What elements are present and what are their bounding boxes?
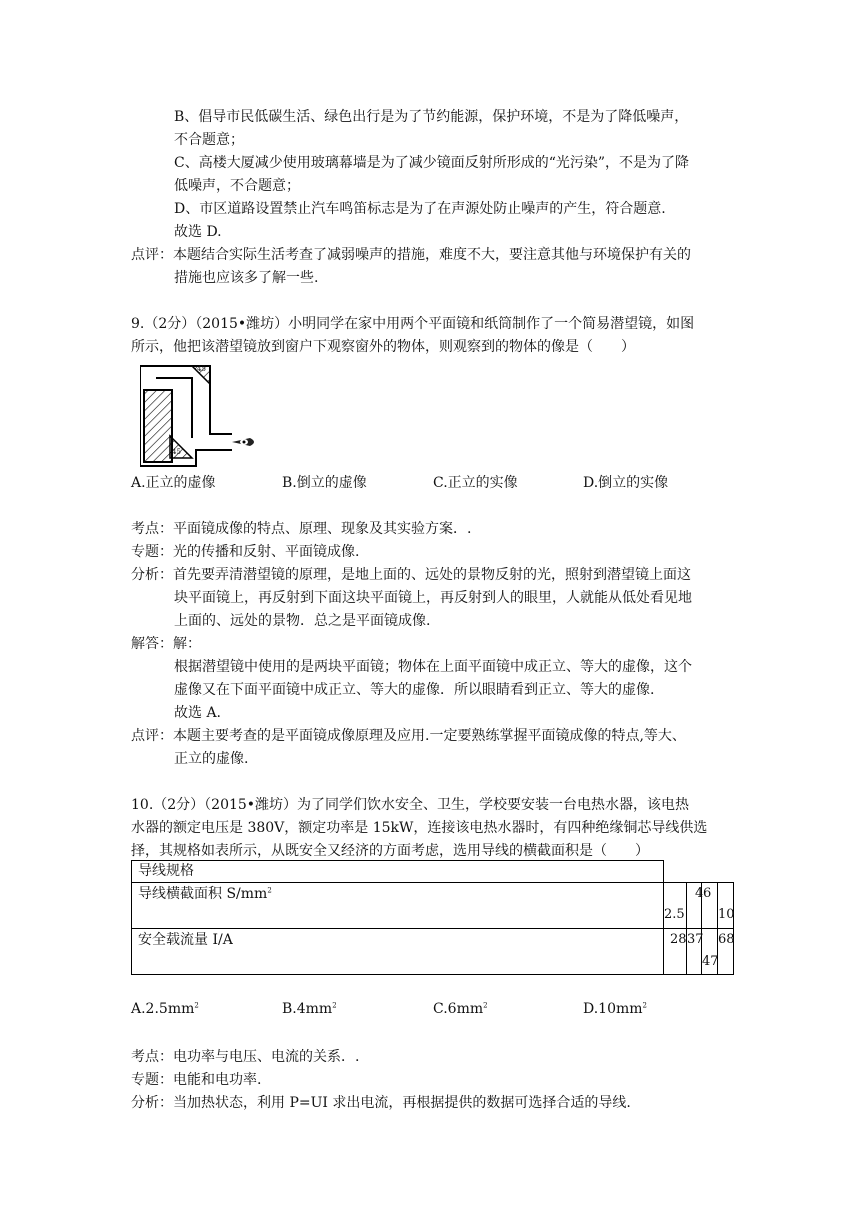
q9-review-line2: 正立的虚像.: [174, 751, 249, 767]
q10-stem-line2: 水器的额定电压是 380V，额定功率是 15kW，连接该电热水器时，有四种绝缘铜芯导线供选: [131, 820, 708, 836]
q9-option-d: D.倒立的实像: [583, 475, 669, 491]
review-line1: 点评：本题结合实际生活考查了减弱噪声的措施，难度不大，要注意其他与环境保护有关的: [131, 247, 691, 263]
table-row1-label: 导线横截面积 $S/mm^2$: [138, 886, 272, 902]
q9-solution-line2: 虚像又在下面平面镜中成正立、等大的虚像．所以眼睛看到正立、等大的虚像.: [174, 682, 655, 698]
q9-solution-line1: 根据潜望镜中使用的是两块平面镜；物体在上面平面镜中成正立、等大的虚像，这个: [174, 659, 692, 675]
figure-angle-label-top: 45: [197, 365, 206, 373]
q9-analysis-line2: 块平面镜上，再反射到下面这块平面镜上，再反射到人的眼里，人就能从低处看见地: [174, 590, 692, 606]
option-d-explanation-line1: D、市区道路设置禁止汽车鸣笛标志是为了在声源处防止噪声的产生，符合题意.: [174, 201, 666, 217]
table-cell-area-3: 6: [703, 886, 712, 901]
q9-solution-line3: 故选 A.: [174, 705, 222, 721]
q9-kaodian: 考点：平面镜成像的特点、原理、现象及其实验方案．.: [131, 521, 472, 537]
option-c-explanation-line2: 低噪声，不合题意；: [174, 178, 300, 194]
q10-option-d: $D.10mm^2$: [583, 1001, 648, 1017]
q9-zhuanti: 专题：光的传播和反射、平面镜成像.: [131, 544, 360, 560]
q9-option-a: A.正立的虚像: [131, 475, 216, 491]
review-line2: 措施也应该多了解一些.: [174, 270, 319, 286]
q10-stem-line3: 择，其规格如表所示，从既安全又经济的方面考虑，选用导线的横截面积是（ ）: [131, 843, 649, 859]
table-cell-current-4: 68: [718, 932, 735, 947]
table-header: 导线规格: [138, 863, 194, 879]
option-c-explanation-line1: C、高楼大厦减少使用玻璃幕墙是为了减少镜面反射所形成的“光污染”，不是为了降: [174, 155, 690, 171]
q9-solution-label: 解答：解：: [131, 636, 201, 652]
table-cell-area-2: 4: [695, 886, 704, 901]
figure-angle-label-bottom: 45: [172, 448, 181, 456]
q9-review-line1: 点评：本题主要考查的是平面镜成像原理及应用.一定要熟练掌握平面镜成像的特点,等大、: [131, 728, 686, 744]
q10-option-c: $C.6mm^2$: [433, 1001, 488, 1017]
q9-analysis-line1: 分析：首先要弄清潜望镜的原理，是地上面的、远处的景物反射的光，照射到潜望镜上面这: [131, 567, 691, 583]
q10-analysis: 分析：当加热状态，利用 P=UI 求出电流，再根据提供的数据可选择合适的导线.: [131, 1095, 631, 1111]
option-b-explanation-line1: B、倡导市民低碳生活、绿色出行是为了节约能源，保护环境，不是为了降低噪声，: [174, 109, 689, 125]
q10-kaodian: 考点：电功率与电压、电流的关系．.: [131, 1049, 360, 1065]
q9-option-c: C.正立的实像: [433, 475, 518, 491]
option-b-explanation-line2: 不合题意；: [174, 132, 244, 148]
table-cell-area-1: 2.5: [664, 907, 685, 922]
table-row2-label: 安全载流量 I/A: [138, 932, 233, 948]
answer-choice-text: 故选 D.: [174, 224, 222, 240]
q10-stem-line1: 10.（2分）（2015•潍坊）为了同学们饮水安全、卫生，学校要安装一台电热水器，该电热: [131, 797, 690, 813]
table-cell-current-3: 47: [702, 954, 719, 969]
table-row1-unit-superscript: 2: [267, 886, 272, 895]
q9-stem-line2: 所示，他把该潜望镜放到窗户下观察窗外的物体，则观察到的物体的像是（ ）: [131, 339, 635, 355]
table-cell-current-1: 28: [670, 932, 687, 947]
q10-option-b: $B.4mm^2$: [282, 1001, 337, 1017]
q9-analysis-line3: 上面的、远处的景物．总之是平面镜成像.: [174, 613, 431, 629]
q9-option-b: B.倒立的虚像: [282, 475, 367, 491]
q10-zhuanti: 专题：电能和电功率.: [131, 1072, 262, 1088]
periscope-figure: [140, 364, 260, 468]
table-cell-current-2: 37: [687, 932, 704, 947]
q10-option-a: $A.2.5mm^2$: [131, 1001, 199, 1017]
q9-stem-line1: 9.（2分）（2015•潍坊）小明同学在家中用两个平面镜和纸筒制作了一个简易潜望镜，如图: [131, 316, 695, 332]
table-cell-area-4: 10: [718, 907, 735, 922]
